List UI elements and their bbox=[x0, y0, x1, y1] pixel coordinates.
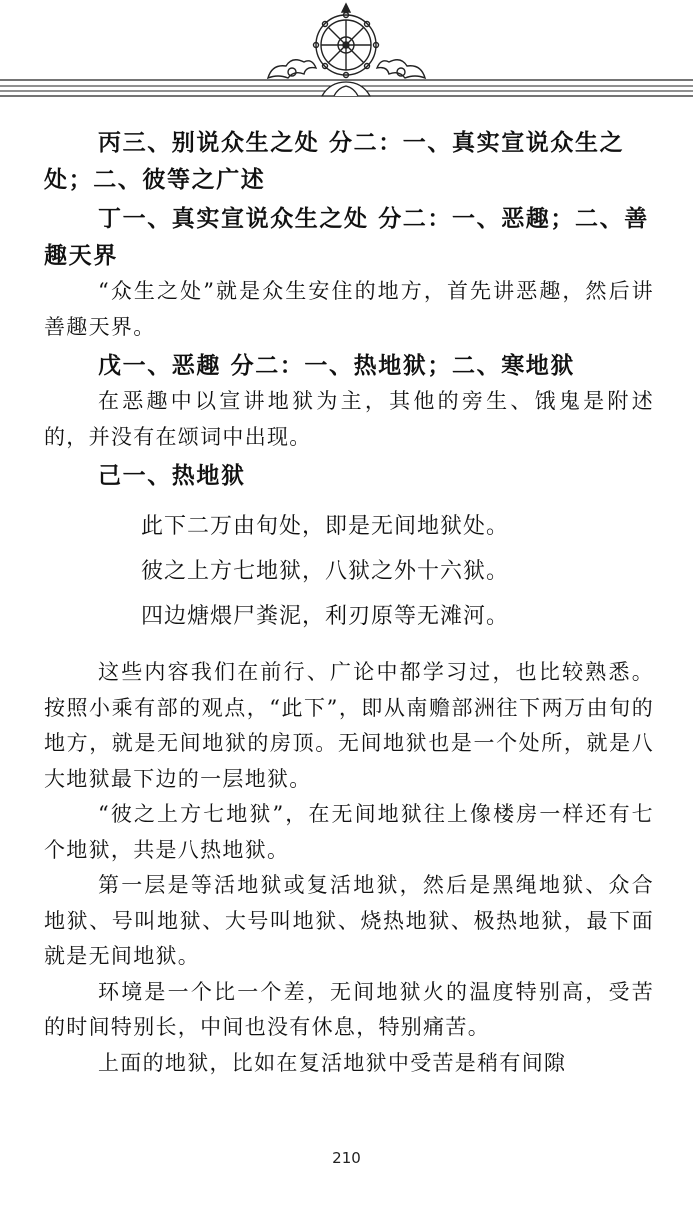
paragraph-commentary-3: 第一层是等活地狱或复活地狱，然后是黑绳地狱、众合地狱、号叫地狱、大号叫地狱、烧热地狱、极热地狱，最下面就是无间地狱。 bbox=[44, 873, 654, 968]
paragraph-commentary-5: 上面的地狱，比如在复活地狱中受苦是稍有间隙 bbox=[98, 1050, 567, 1075]
paragraph-commentary-4: 环境是一个比一个差，无间地狱火的温度特别高，受苦的时间特别长，中间也没有休息，特别痛苦。 bbox=[44, 979, 654, 1039]
verse-line-1: 此下二万由旬处，即是无间地狱处。 bbox=[141, 514, 510, 539]
page-header bbox=[0, 0, 693, 110]
dharma-wheel-icon bbox=[314, 4, 379, 78]
verse-line-2: 彼之上方七地狱，八狱之外十六狱。 bbox=[141, 559, 510, 584]
section-heading-ding-yi: 丁一、真实宣说众生之处 分二：一、恶趣；二、善趣天界 bbox=[44, 205, 649, 269]
page-number: 210 bbox=[332, 1149, 361, 1167]
paragraph-intro: “众生之处”就是众生安住的地方，首先讲恶趣，然后讲善趣天界。 bbox=[44, 279, 654, 339]
header-ornament bbox=[0, 0, 693, 110]
section-heading-wu-yi: 戊一、恶趣 分二：一、热地狱；二、寒地狱 bbox=[98, 352, 576, 379]
cloud-left-icon bbox=[268, 60, 316, 78]
lotus-base-icon bbox=[322, 82, 370, 96]
cloud-right-icon bbox=[377, 60, 425, 78]
verse-block bbox=[44, 504, 654, 639]
paragraph-evil-realms: 在恶趣中以宣讲地狱为主，其他的旁生、饿鬼是附述的，并没有在颂词中出现。 bbox=[44, 389, 654, 449]
verse-line-3: 四边煻煨尸粪泥，利刃原等无滩河。 bbox=[141, 604, 510, 629]
paragraph-commentary-2: “彼之上方七地狱”，在无间地狱往上像楼房一样还有七个地狱，共是八热地狱。 bbox=[44, 802, 654, 862]
page-body bbox=[44, 124, 654, 1081]
paragraph-commentary-1: 这些内容我们在前行、广论中都学习过，也比较熟悉。按照小乘有部的观点，“此下”，即从南赡部洲往下两万由旬的地方，就是无间地狱的房顶。无间地狱也是一个处所，就是八大地狱最下边的一层地狱。 bbox=[44, 660, 654, 791]
section-heading-ji-yi: 己一、热地狱 bbox=[98, 462, 246, 489]
section-heading-bing-san: 丙三、别说众生之处 分二：一、真实宣说众生之处；二、彼等之广述 bbox=[44, 129, 625, 193]
